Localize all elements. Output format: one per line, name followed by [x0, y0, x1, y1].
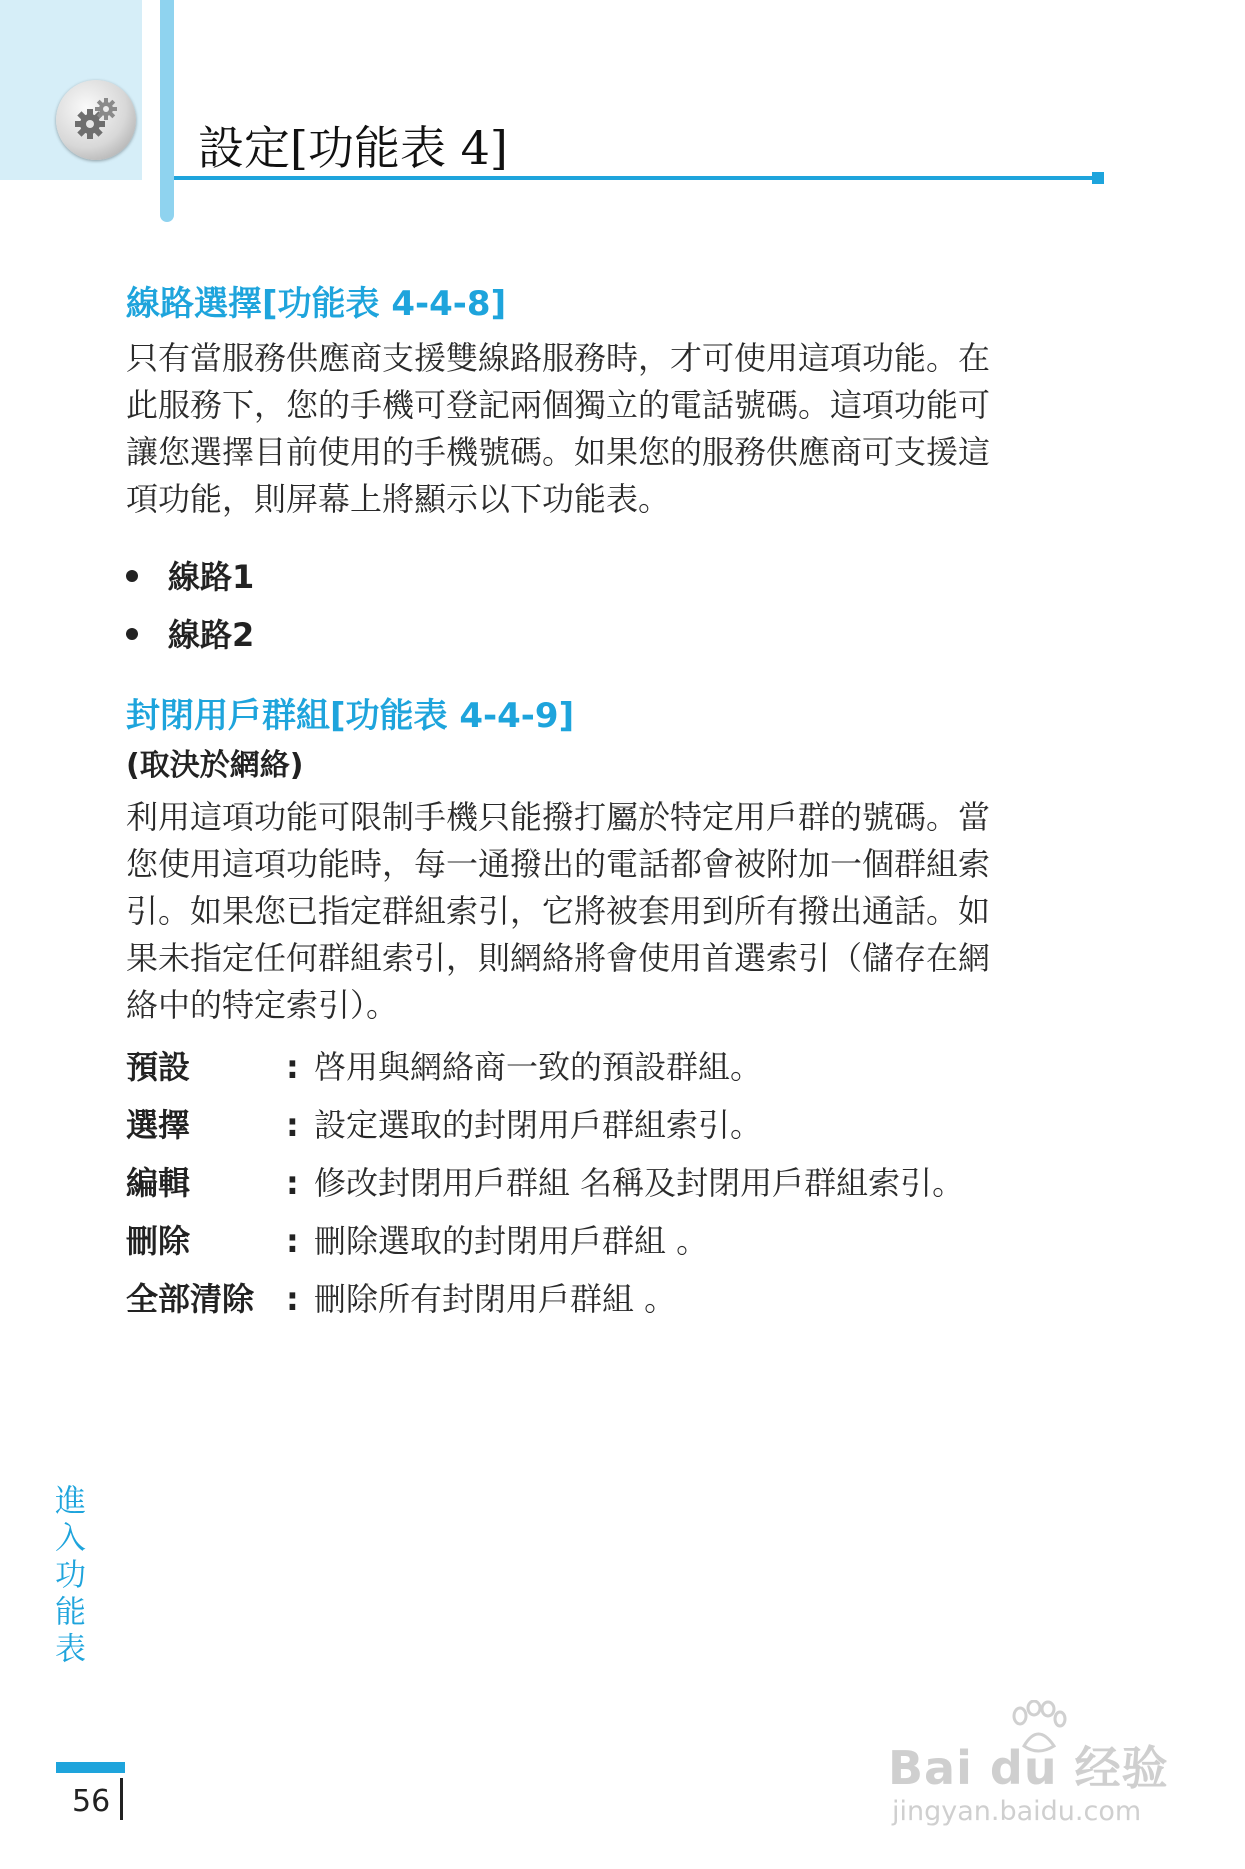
list-item: [126, 610, 254, 656]
paragraph-line: 果未指定任何群組索引，則網絡將會使用首選索引（儲存在網: [126, 939, 991, 977]
definition-row: 編輯 : 修改封閉用戶群組 名稱及封閉用戶群組索引。: [126, 1158, 964, 1204]
paragraph-line: 項功能，則屏幕上將顯示以下功能表。: [126, 480, 671, 518]
section-heading-line-selection: 線路選擇[功能表 4-4-8]: [126, 284, 507, 324]
title-underline-end: [1092, 172, 1104, 184]
gear-icon: [56, 80, 136, 160]
list-item: [126, 552, 254, 598]
section2-paragraph: [126, 794, 1076, 1029]
list-item-label: 線路1: [168, 558, 255, 596]
vertical-accent-bar: [160, 0, 174, 222]
definition-term: 全部清除: [126, 1280, 255, 1318]
page-number-divider: [120, 1778, 123, 1820]
side-chapter-label: 進入功能表: [49, 1484, 85, 1669]
page-title: 設定[功能表 4]: [198, 121, 508, 175]
definition-row: 預設 : 啓用與網絡商一致的預設群組。: [126, 1042, 762, 1088]
watermark-logo-text: Bai du 经验: [888, 1741, 1169, 1795]
list-item-label: 線路2: [168, 616, 255, 654]
definition-row: 刪除 : 刪除選取的封閉用戶群組 。: [126, 1216, 708, 1262]
definition-row: 全部清除 : 刪除所有封閉用戶群組 。: [126, 1274, 676, 1320]
definition-desc: 啓用與網絡商一致的預設群組。: [314, 1048, 763, 1086]
page-number: 56: [72, 1784, 111, 1819]
paragraph-line: 此服務下，您的手機可登記兩個獨立的電話號碼。這項功能可: [126, 386, 991, 424]
paragraph-line: 只有當服務供應商支援雙線路服務時，才可使用這項功能。在: [126, 339, 991, 377]
watermark: [888, 1700, 1188, 1850]
paragraph-line: 絡中的特定索引）。: [126, 986, 399, 1024]
definition-term: 預設: [126, 1048, 191, 1086]
definition-row: 選擇 : 設定選取的封閉用戶群組索引。: [126, 1100, 762, 1146]
definition-desc: 修改封閉用戶群組 名稱及封閉用戶群組索引。: [314, 1164, 965, 1202]
watermark-url: jingyan.baidu.com: [892, 1796, 1142, 1827]
definition-desc: 設定選取的封閉用戶群組索引。: [314, 1106, 763, 1144]
definition-desc: 刪除選取的封閉用戶群組 。: [314, 1222, 709, 1260]
definition-term: 刪除: [126, 1222, 191, 1260]
paragraph-line: 您使用這項功能時，每一通撥出的電話都會被附加一個群組索: [126, 845, 991, 883]
page-number-bar: [56, 1762, 125, 1773]
definition-term: 編輯: [126, 1164, 191, 1202]
bullet-dot: [126, 628, 138, 640]
definition-term: 選擇: [126, 1106, 191, 1144]
section-heading-closed-user-group: 封閉用戶群組[功能表 4-4-9]: [126, 696, 575, 736]
section1-paragraph: [126, 335, 1076, 523]
network-dependency-note: (取決於網絡): [126, 748, 304, 783]
definition-desc: 刪除所有封閉用戶群組 。: [314, 1280, 677, 1318]
paragraph-line: 利用這項功能可限制手機只能撥打屬於特定用戶群的號碼。當: [126, 798, 991, 836]
paragraph-line: 讓您選擇目前使用的手機號碼。如果您的服務供應商可支援這: [126, 433, 991, 471]
title-underline: [174, 176, 1092, 180]
paragraph-line: 引。如果您已指定群組索引，它將被套用到所有撥出通話。如: [126, 892, 991, 930]
bullet-dot: [126, 570, 138, 582]
